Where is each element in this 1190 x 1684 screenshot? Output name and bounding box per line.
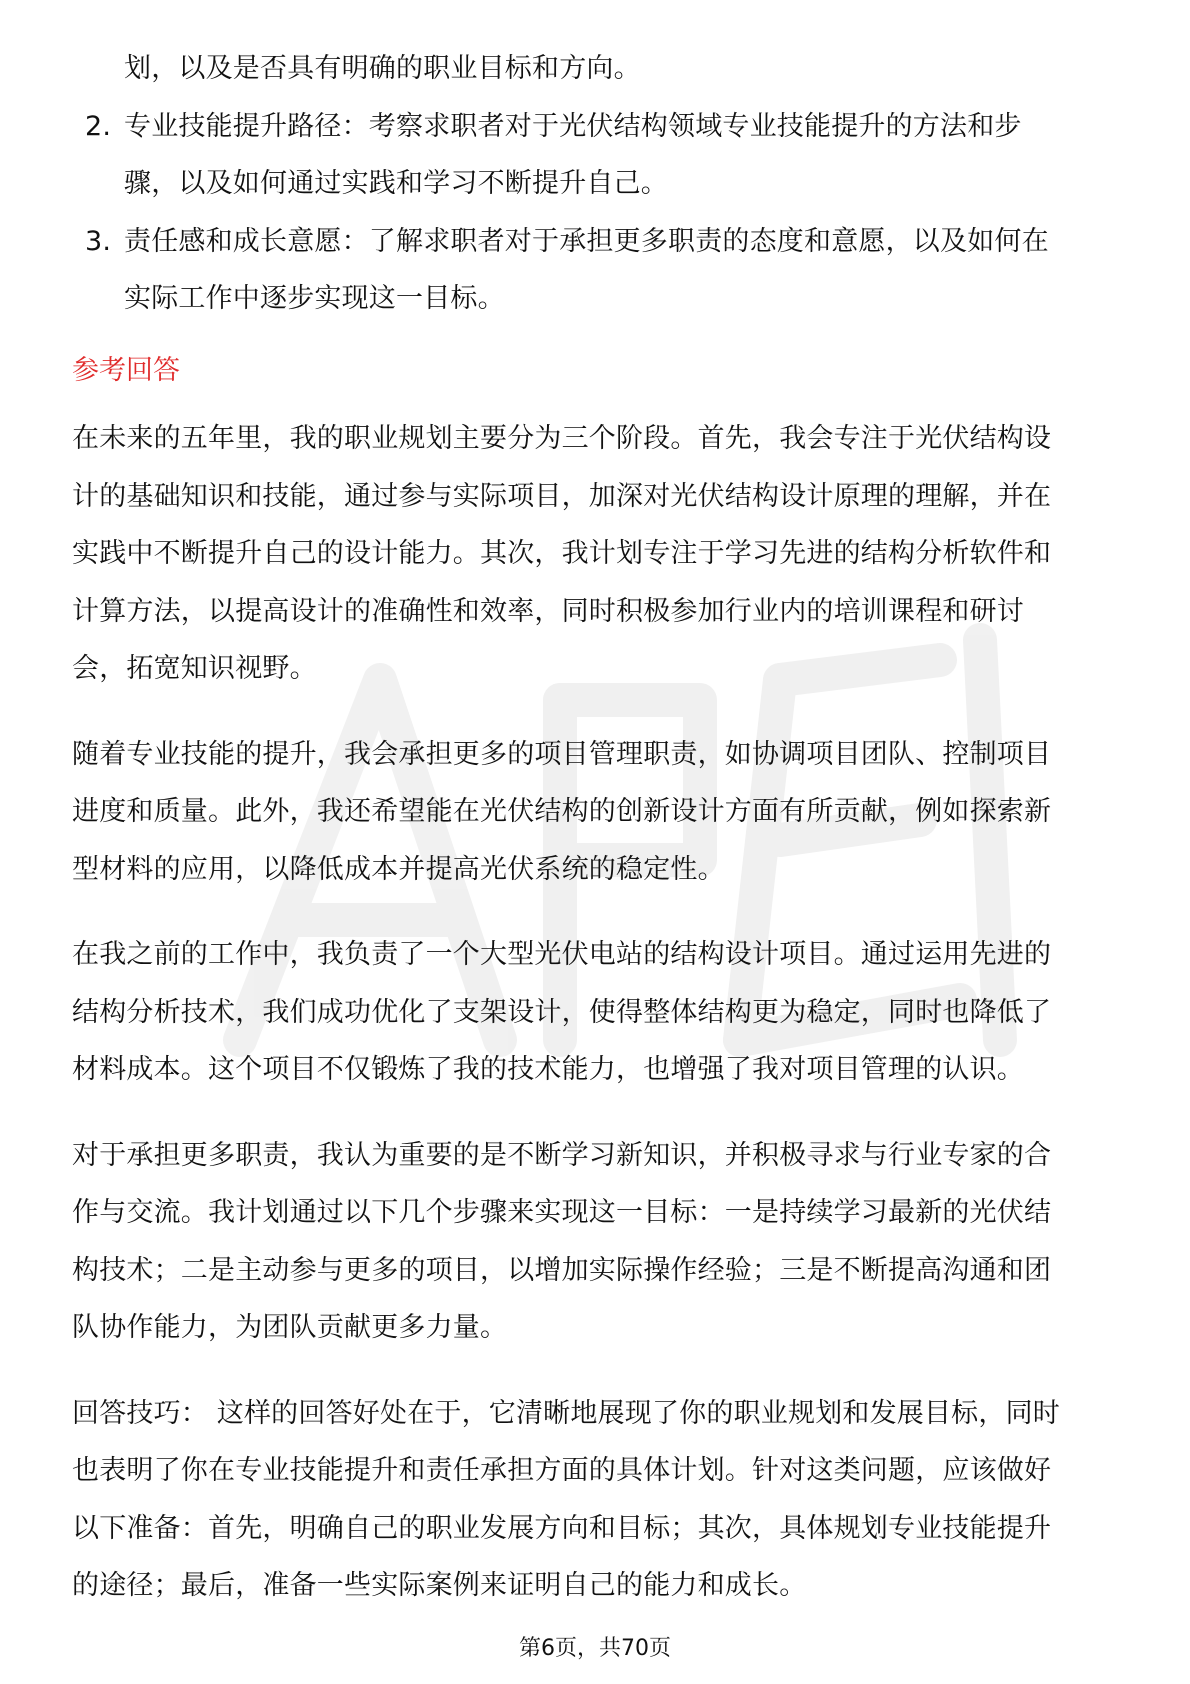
text-line: 型材料的应用，以降低成本并提高光伏系统的稳定性。 — [72, 853, 725, 885]
text-line: 骤，以及如何通过实践和学习不断提升自己。 — [124, 168, 668, 199]
answer-tips-paragraph — [72, 1385, 1118, 1615]
list-item-text — [124, 213, 1049, 328]
text-line: 实践中不断提升自己的设计能力。其次，我计划专注于学习先进的结构分析软件和 — [72, 538, 1052, 569]
text-line: 队协作能力，为团队贡献更多力量。 — [72, 1312, 508, 1343]
text-line: 对于承担更多职责，我认为重要的是不断学习新知识，并积极寻求与行业专家的合 — [72, 1139, 1052, 1171]
list-item-1-continuation: 划，以及是否具有明确的职业目标和方向。 — [124, 53, 641, 84]
text-line: 责任感和成长意愿：了解求职者对于承担更多职责的态度和意愿，以及如何在 — [124, 225, 1049, 257]
text-line: 也表明了你在专业技能提升和责任承担方面的具体计划。针对这类问题，应该做好 — [72, 1455, 1052, 1486]
text-line: 会，拓宽知识视野。 — [72, 653, 317, 684]
text-line: 在我之前的工作中，我负责了一个大型光伏电站的结构设计项目。通过运用先进的 — [72, 939, 1052, 970]
list-item-text — [124, 98, 1022, 213]
text-line: 结构分析技术，我们成功优化了支架设计，使得整体结构更为稳定，同时也降低了 — [72, 996, 1052, 1028]
text-line: 专业技能提升路径：考察求职者对于光伏结构领域专业技能提升的方法和步 — [124, 110, 1022, 142]
text-line: 实际工作中逐步实现这一目标。 — [124, 283, 505, 314]
page-number: 第6页，共70页 — [519, 1636, 671, 1661]
list-number: 2. — [85, 110, 112, 142]
text-line: 构技术；二是主动参与更多的项目，以增加实际操作经验；三是不断提高沟通和团 — [72, 1254, 1052, 1286]
answer-paragraph-4 — [72, 1127, 1118, 1357]
text-line: 以下准备：首先，明确自己的职业发展方向和目标；其次，具体规划专业技能提升 — [72, 1512, 1052, 1544]
section-title: 参考回答 — [72, 354, 180, 386]
list-number: 3. — [85, 225, 112, 257]
text-line: 随着专业技能的提升，我会承担更多的项目管理职责，如协调项目团队、控制项目 — [72, 738, 1052, 770]
text-line: 在未来的五年里，我的职业规划主要分为三个阶段。首先，我会专注于光伏结构设 — [72, 423, 1052, 454]
answer-paragraph-1 — [72, 410, 1118, 698]
text-line: 作与交流。我计划通过以下几个步骤来实现这一目标：一是持续学习最新的光伏结 — [72, 1197, 1052, 1228]
text-line: 计算方法，以提高设计的准确性和效率，同时积极参加行业内的培训课程和研讨 — [72, 595, 1024, 627]
list-item-2 — [72, 98, 1118, 213]
answer-paragraph-3 — [72, 926, 1118, 1099]
text-line: 回答技巧： 这样的回答好处在于，它清晰地展现了你的职业规划和发展目标，同时 — [72, 1397, 1060, 1429]
text-line: 材料成本。这个项目不仅锻炼了我的技术能力，也增强了我对项目管理的认识。 — [72, 1054, 1024, 1085]
list-item-3 — [72, 213, 1118, 328]
text-line: 进度和质量。此外，我还希望能在光伏结构的创新设计方面有所贡献，例如探索新 — [72, 796, 1052, 827]
answer-paragraph-2 — [72, 726, 1118, 899]
text-line: 计的基础知识和技能，通过参与实际项目，加深对光伏结构设计原理的理解，并在 — [72, 480, 1052, 512]
document-content — [72, 40, 1118, 1643]
text-line: 的途径；最后，准备一些实际案例来证明自己的能力和成长。 — [72, 1570, 807, 1601]
